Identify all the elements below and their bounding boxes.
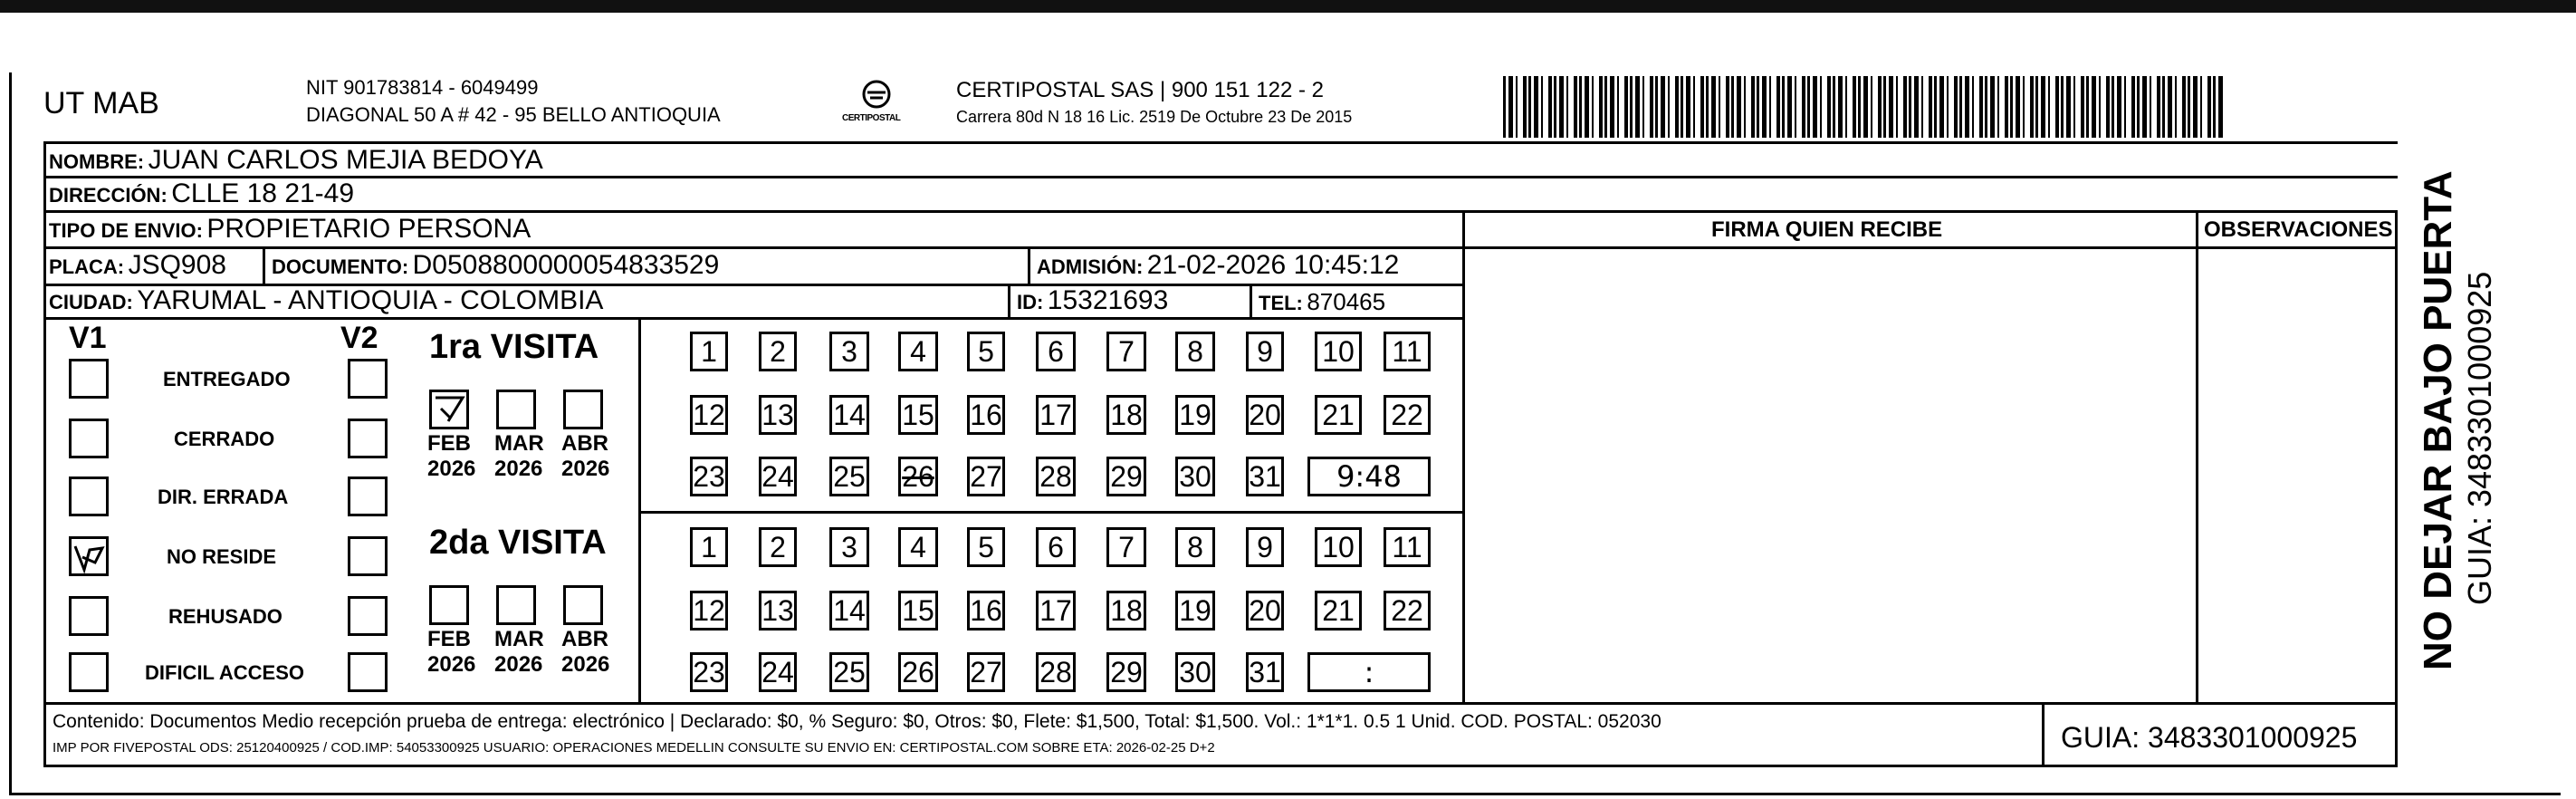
month-year: 2026	[561, 652, 610, 677]
check-mark-icon	[432, 392, 472, 432]
month-year: 2026	[561, 457, 610, 481]
grid-right	[2395, 210, 2398, 766]
col-obs-left	[2196, 210, 2198, 704]
v1-checkbox[interactable]	[69, 419, 109, 458]
month-label: ABR	[561, 627, 608, 651]
status-label: ENTREGADO	[163, 368, 291, 390]
direccion-row	[49, 180, 354, 207]
v2-checkbox[interactable]	[348, 419, 388, 458]
visit-title: 1ra VISITA	[429, 328, 599, 366]
day-box[interactable]: 1	[690, 527, 728, 567]
month-label: MAR	[494, 627, 544, 651]
row-line-1	[43, 176, 2398, 178]
logo-text: CERTIPOSTAL	[842, 113, 901, 123]
day-box[interactable]: 5	[967, 332, 1005, 371]
placa-label: PLACA:	[49, 255, 125, 278]
day-box[interactable]: 27	[967, 652, 1005, 692]
day-box[interactable]: 11	[1384, 332, 1431, 371]
day-box[interactable]: 29	[1106, 652, 1146, 692]
month-year: 2026	[427, 457, 476, 481]
status-label: DIR. ERRADA	[158, 486, 289, 508]
id-label: ID:	[1017, 291, 1044, 313]
frame-bottom	[9, 793, 2561, 795]
day-box[interactable]: 18	[1106, 395, 1146, 435]
day-box[interactable]: 4	[898, 332, 938, 371]
certipostal-logo	[840, 78, 913, 132]
tel-cell	[1259, 290, 1385, 313]
check-mark-icon	[72, 539, 111, 579]
day-box[interactable]: 23	[690, 652, 728, 692]
day-box[interactable]: 3	[829, 332, 869, 371]
day-box[interactable]: 26	[898, 652, 938, 692]
day-box[interactable]: 31	[1246, 457, 1284, 496]
company-address: DIAGONAL 50 A # 42 - 95 BELLO ANTIOQUIA	[306, 103, 721, 126]
v1-checkbox[interactable]	[69, 596, 109, 636]
status-label: CERRADO	[174, 428, 275, 450]
day-box[interactable]: 8	[1175, 332, 1215, 371]
month-label: ABR	[561, 431, 608, 456]
day-box[interactable]: 18	[1106, 591, 1146, 631]
row-line-footer	[43, 702, 2398, 705]
day-box[interactable]: 6	[1036, 332, 1076, 371]
day-box[interactable]: 9	[1246, 527, 1284, 567]
row-line-5	[43, 317, 1465, 320]
month-year: 2026	[427, 652, 476, 677]
barcode	[1503, 76, 2223, 138]
day-box[interactable]: 17	[1036, 395, 1076, 435]
day-box[interactable]: 2	[759, 527, 797, 567]
day-box[interactable]: 11	[1384, 527, 1431, 567]
direccion-value: CLLE 18 21-49	[171, 178, 355, 208]
day-box[interactable]: 16	[967, 395, 1005, 435]
id-value: 15321693	[1047, 285, 1169, 315]
day-box[interactable]: 21	[1315, 395, 1362, 435]
visit-divider	[638, 511, 1462, 514]
day-box[interactable]: 14	[829, 395, 869, 435]
footer-guia: GUIA: 3483301000925	[2061, 721, 2358, 754]
documento-label: DOCUMENTO:	[272, 255, 409, 278]
documento-cell	[272, 252, 719, 279]
day-box[interactable]: 9	[1246, 332, 1284, 371]
month-label: MAR	[494, 431, 544, 456]
id-cell	[1017, 287, 1168, 314]
day-box[interactable]: 7	[1106, 527, 1146, 567]
day-box[interactable]: 17	[1036, 591, 1076, 631]
month-label: FEB	[427, 627, 471, 651]
frame-left	[9, 72, 12, 795]
day-box[interactable]: 30	[1175, 652, 1215, 692]
day-box[interactable]: 24	[759, 457, 797, 496]
status-label: DIFICIL ACCESO	[145, 661, 305, 684]
day-box[interactable]: 2	[759, 332, 797, 371]
v2-checkbox[interactable]	[348, 536, 388, 576]
day-box[interactable]: 31	[1246, 652, 1284, 692]
row-line-top	[43, 141, 2398, 144]
day-box[interactable]: 8	[1175, 527, 1215, 567]
day-box[interactable]: 19	[1175, 591, 1215, 631]
courier-address: Carrera 80d N 18 16 Lic. 2519 De Octubre 23 De 2015	[956, 108, 1353, 126]
month-checkbox[interactable]	[429, 585, 469, 625]
v2-label: V2	[340, 321, 378, 355]
day-box[interactable]: 7	[1106, 332, 1146, 371]
side-guia: GUIA: 3483301000925	[2461, 271, 2498, 605]
v1-checkbox[interactable]	[69, 536, 109, 576]
day-box[interactable]: 20	[1246, 395, 1284, 435]
day-box[interactable]: 20	[1246, 591, 1284, 631]
day-box[interactable]: 12	[690, 591, 728, 631]
day-box[interactable]: 19	[1175, 395, 1215, 435]
nombre-value: JUAN CARLOS MEJIA BEDOYA	[148, 145, 543, 175]
time-box[interactable]: 9:48	[1307, 457, 1431, 496]
day-box[interactable]: 15	[898, 591, 938, 631]
v1-checkbox[interactable]	[69, 359, 109, 399]
month-checkbox[interactable]	[563, 390, 603, 429]
row-line-3	[43, 246, 2398, 249]
day-box[interactable]: 15	[898, 395, 938, 435]
firma-header: FIRMA QUIEN RECIBE	[1711, 217, 1943, 242]
day-box[interactable]: 24	[759, 652, 797, 692]
nombre-row	[49, 147, 543, 174]
row-line-2	[43, 210, 2398, 213]
day-box[interactable]: 12	[690, 395, 728, 435]
day-box[interactable]: 22	[1384, 395, 1431, 435]
month-checkbox[interactable]	[429, 390, 469, 429]
documento-value: D0508800000054833529	[412, 250, 720, 280]
observaciones-header: OBSERVACIONES	[2204, 217, 2393, 242]
tel-label: TEL:	[1259, 292, 1303, 314]
day-box[interactable]: 6	[1036, 527, 1076, 567]
side-warning: NO DEJAR BAJO PUERTA	[2416, 170, 2460, 670]
v1-checkbox[interactable]	[69, 652, 109, 692]
day-box[interactable]: 21	[1315, 591, 1362, 631]
day-box[interactable]: 28	[1036, 652, 1076, 692]
day-box[interactable]: 10	[1315, 332, 1362, 371]
time-box[interactable]: :	[1307, 652, 1431, 692]
month-year: 2026	[494, 652, 543, 677]
ciudad-cell	[49, 287, 603, 314]
row-line-bottom	[43, 765, 2398, 767]
month-label: FEB	[427, 431, 471, 456]
day-box[interactable]: 3	[829, 527, 869, 567]
col-admision	[1028, 246, 1030, 284]
col-guia	[2042, 702, 2045, 765]
admision-cell	[1037, 252, 1399, 279]
col-tel	[1250, 284, 1252, 317]
company-nit: NIT 901783814 - 6049499	[306, 76, 539, 99]
v2-checkbox[interactable]	[348, 596, 388, 636]
status-label: NO RESIDE	[167, 545, 277, 568]
day-box[interactable]: 29	[1106, 457, 1146, 496]
tipo-value: PROPIETARIO PERSONA	[206, 214, 531, 244]
nombre-label: NOMBRE:	[49, 150, 145, 173]
day-box[interactable]: 22	[1384, 591, 1431, 631]
v2-checkbox[interactable]	[348, 359, 388, 399]
top-edge-bar	[0, 0, 2576, 13]
admision-label: ADMISIÓN:	[1037, 255, 1144, 278]
day-box[interactable]: 10	[1315, 527, 1362, 567]
day-box[interactable]: 30	[1175, 457, 1215, 496]
col-documento	[263, 246, 265, 284]
tipo-row	[49, 216, 531, 243]
grid-left	[43, 141, 46, 766]
day-box[interactable]: 25	[829, 652, 869, 692]
day-box[interactable]: 26	[898, 457, 938, 496]
status-label: REHUSADO	[168, 605, 282, 628]
company-name: UT MAB	[43, 86, 159, 120]
day-box[interactable]: 16	[967, 591, 1005, 631]
month-checkbox[interactable]	[563, 585, 603, 625]
col-visits	[638, 317, 641, 702]
col-id	[1008, 284, 1010, 317]
tipo-label: TIPO DE ENVIO:	[49, 219, 203, 242]
tel-value: 870465	[1307, 288, 1386, 315]
footer-imp: IMP POR FIVEPOSTAL ODS: 25120400925 / COD.IMP: 54053300925 USUARIO: OPERACIONES MEDELLIN CONSULTE SU ENVIO EN: CERTIPOSTAL.COM SOBRE ETA: 2026-02-25 D+2	[53, 740, 1215, 756]
placa-cell	[49, 252, 226, 279]
courier-name: CERTIPOSTAL SAS | 900 151 122 - 2	[956, 78, 1324, 102]
v1-label: V1	[69, 321, 107, 355]
direccion-label: DIRECCIÓN:	[49, 184, 168, 207]
month-checkbox[interactable]	[496, 390, 536, 429]
day-box[interactable]: 13	[759, 591, 797, 631]
day-box[interactable]: 5	[967, 527, 1005, 567]
day-box[interactable]: 4	[898, 527, 938, 567]
day-box[interactable]: 27	[967, 457, 1005, 496]
ciudad-value: YARUMAL - ANTIOQUIA - COLOMBIA	[137, 285, 604, 315]
v2-checkbox[interactable]	[348, 652, 388, 692]
v2-checkbox[interactable]	[348, 477, 388, 516]
day-box[interactable]: 1	[690, 332, 728, 371]
placa-value: JSQ908	[128, 250, 226, 280]
month-year: 2026	[494, 457, 543, 481]
admision-value: 21-02-2026 10:45:12	[1146, 250, 1400, 280]
v1-checkbox[interactable]	[69, 477, 109, 516]
col-firma-left	[1462, 210, 1465, 704]
ciudad-label: CIUDAD:	[49, 291, 133, 313]
footer-contenido: Contenido: Documentos Medio recepción prueba de entrega: electrónico | Declarado: $0, % Seguro: $0, Otros: $0, Flete: $1,500, Total: $1,500. Vol.: 1*1*1. 0.5 1 Unid. COD. POSTAL: 052030	[53, 711, 1661, 732]
day-box[interactable]: 25	[829, 457, 869, 496]
month-checkbox[interactable]	[496, 585, 536, 625]
visit-title: 2da VISITA	[429, 524, 607, 562]
day-box[interactable]: 14	[829, 591, 869, 631]
day-box[interactable]: 28	[1036, 457, 1076, 496]
day-box[interactable]: 13	[759, 395, 797, 435]
day-box[interactable]: 23	[690, 457, 728, 496]
